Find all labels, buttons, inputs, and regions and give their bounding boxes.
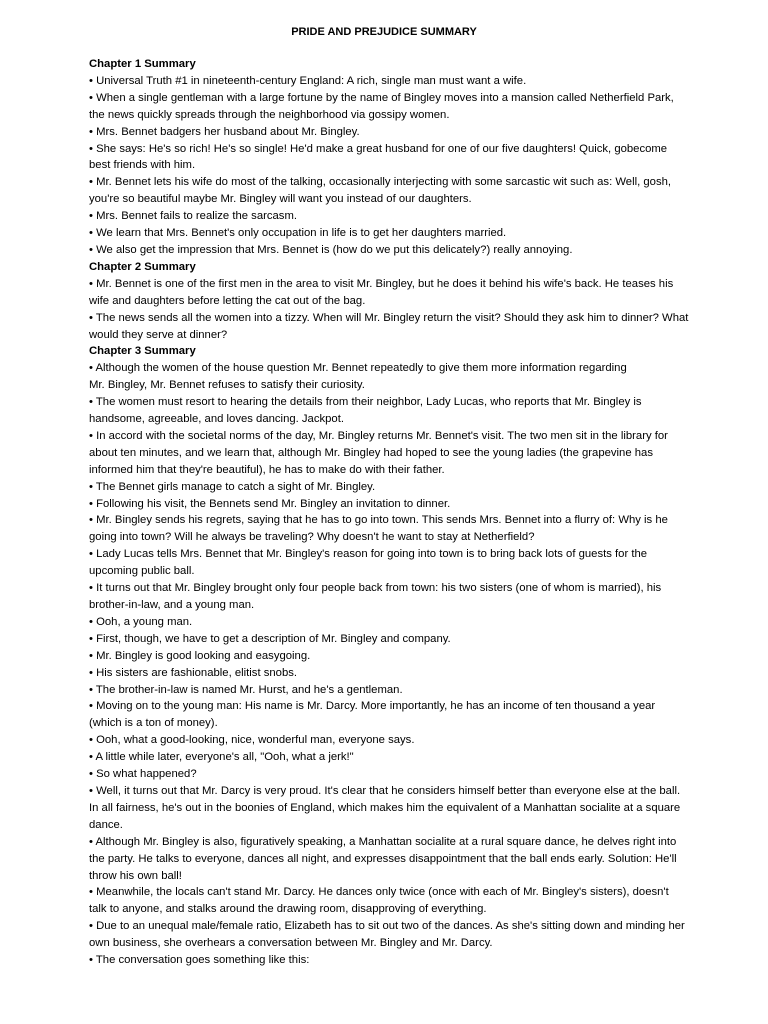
summary-bullet: • Although Mr. Bingley is also, figuratively speaking, a Manhattan socialite at a rural square dance, he delves right into the party. He talks to everyone, dances all night, and expresses disappointment that the ball ends early. Solution: He'll throw his own ball! bbox=[89, 835, 677, 882]
summary-bullet: • We also get the impression that Mrs. Bennet is (how do we put this delicately?) really annoying. bbox=[89, 243, 573, 256]
document-body bbox=[89, 56, 689, 969]
summary-bullet: • The brother-in-law is named Mr. Hurst, and he's a gentleman. bbox=[89, 683, 403, 696]
summary-bullet: • It turns out that Mr. Bingley brought only four people back from town: his two sisters (one of whom is married), his brother-in-law, and a young man. bbox=[89, 582, 662, 611]
summary-bullet: • A little while later, everyone's all, "Ooh, what a jerk!" bbox=[89, 751, 354, 764]
summary-bullet: • The women must resort to hearing the details from their neighbor, Lady Lucas, who reports that Mr. Bingley is handsome, agreeable, and loves dancing. Jackpot. bbox=[89, 396, 642, 426]
summary-bullet: • Although the women of the house question Mr. Bennet repeatedly to give them more information regarding bbox=[89, 362, 627, 375]
summary-bullet: • She says: He's so rich! He's so single! He'd make a great husband for one of our five daughters! Quick, gobecome best friends with him. bbox=[89, 142, 668, 172]
summary-bullet: • Lady Lucas tells Mrs. Bennet that Mr. Bingley's reason for going into town is to bring back lots of guests for the upcoming public ball. bbox=[89, 548, 648, 578]
summary-bullet: • We learn that Mrs. Bennet's only occupation in life is to get her daughters married. bbox=[89, 227, 507, 240]
summary-bullet: • Universal Truth #1 in nineteenth-century England: A rich, single man must want a wife. bbox=[89, 74, 527, 87]
chapter-heading: Chapter 3 Summary bbox=[89, 345, 196, 358]
summary-bullet: • First, though, we have to get a description of Mr. Bingley and company. bbox=[89, 632, 451, 645]
summary-bullet: • Mr. Bingley is good looking and easygoing. bbox=[89, 649, 311, 662]
summary-bullet: • Meanwhile, the locals can't stand Mr. Darcy. He dances only twice (once with each of Mr. Bingley's sisters), doesn't talk to anyone, and stalks around the drawing room, disapproving of everything. bbox=[89, 886, 669, 916]
summary-bullet: • Mrs. Bennet badgers her husband about Mr. Bingley. bbox=[89, 125, 360, 138]
summary-bullet: • The conversation goes something like this: bbox=[89, 954, 310, 967]
chapter-heading: Chapter 2 Summary bbox=[89, 260, 196, 273]
summary-bullet: • Following his visit, the Bennets send Mr. Bingley an invitation to dinner. bbox=[89, 497, 451, 510]
summary-bullet: • His sisters are fashionable, elitist snobs. bbox=[89, 666, 298, 679]
summary-bullet: • Ooh, a young man. bbox=[89, 615, 193, 628]
summary-bullet: • Ooh, what a good-looking, nice, wonderful man, everyone says. bbox=[89, 734, 415, 747]
summary-bullet: • So what happened? bbox=[89, 768, 197, 781]
summary-bullet: • Due to an unequal male/female ratio, Elizabeth has to sit out two of the dances. As she's sitting down and minding her own business, she overhears a conversation between Mr. Bingley and Mr. Darcy. bbox=[89, 920, 685, 950]
summary-bullet: • The Bennet girls manage to catch a sight of Mr. Bingley. bbox=[89, 480, 376, 493]
summary-bullet: • Mr. Bennet is one of the first men in the area to visit Mr. Bingley, but he does it behind his wife's back. He teases his wife and daughters before letting the cat out of the bag. bbox=[89, 277, 674, 307]
summary-bullet: • Well, it turns out that Mr. Darcy is very proud. It's clear that he considers himself better than everyone else at the ball. In all fairness, he's out in the boonies of England, which makes him the equivalent of a Manhattan socialite at a square dance. bbox=[89, 784, 681, 831]
chapter-heading: Chapter 1 Summary bbox=[89, 58, 196, 70]
summary-bullet: • In accord with the societal norms of the day, Mr. Bingley returns Mr. Bennet's visit. The two men sit in the library for about ten minutes, and we learn that, although Mr. Bingley had hoped to see the young ladies (the grapevine has informed him that they're beautiful), he has to make do with their father. bbox=[89, 429, 668, 476]
summary-bullet: • Mr. Bennet lets his wife do most of the talking, occasionally interjecting with some sarcastic wit such as: Well, gosh, you're so beautiful maybe Mr. Bingley will want you instead of our daughters. bbox=[89, 176, 672, 206]
summary-bullet: • Mrs. Bennet fails to realize the sarcasm. bbox=[89, 210, 298, 223]
document-title: PRIDE AND PREJUDICE SUMMARY bbox=[291, 26, 477, 38]
summary-continuation: Mr. Bingley, Mr. Bennet refuses to satisfy their curiosity. bbox=[89, 379, 365, 392]
summary-bullet: • When a single gentleman with a large fortune by the name of Bingley moves into a mansion called Netherfield Park, the news quickly spreads through the neighborhood via gossipy women. bbox=[89, 91, 674, 121]
summary-bullet: • Moving on to the young man: His name is Mr. Darcy. More importantly, he has an income of ten thousand a year (which is a ton of money). bbox=[89, 700, 656, 730]
summary-bullet: • Mr. Bingley sends his regrets, saying that he has to go into town. This sends Mrs. Bennet into a flurry of: Why is he going into town? Will he always be traveling? Why doesn't he want to stay at Netherfield? bbox=[89, 514, 668, 544]
summary-bullet: • The news sends all the women into a tizzy. When will Mr. Bingley return the visit? Should they ask him to dinner? What would they serve at dinner? bbox=[89, 311, 689, 341]
